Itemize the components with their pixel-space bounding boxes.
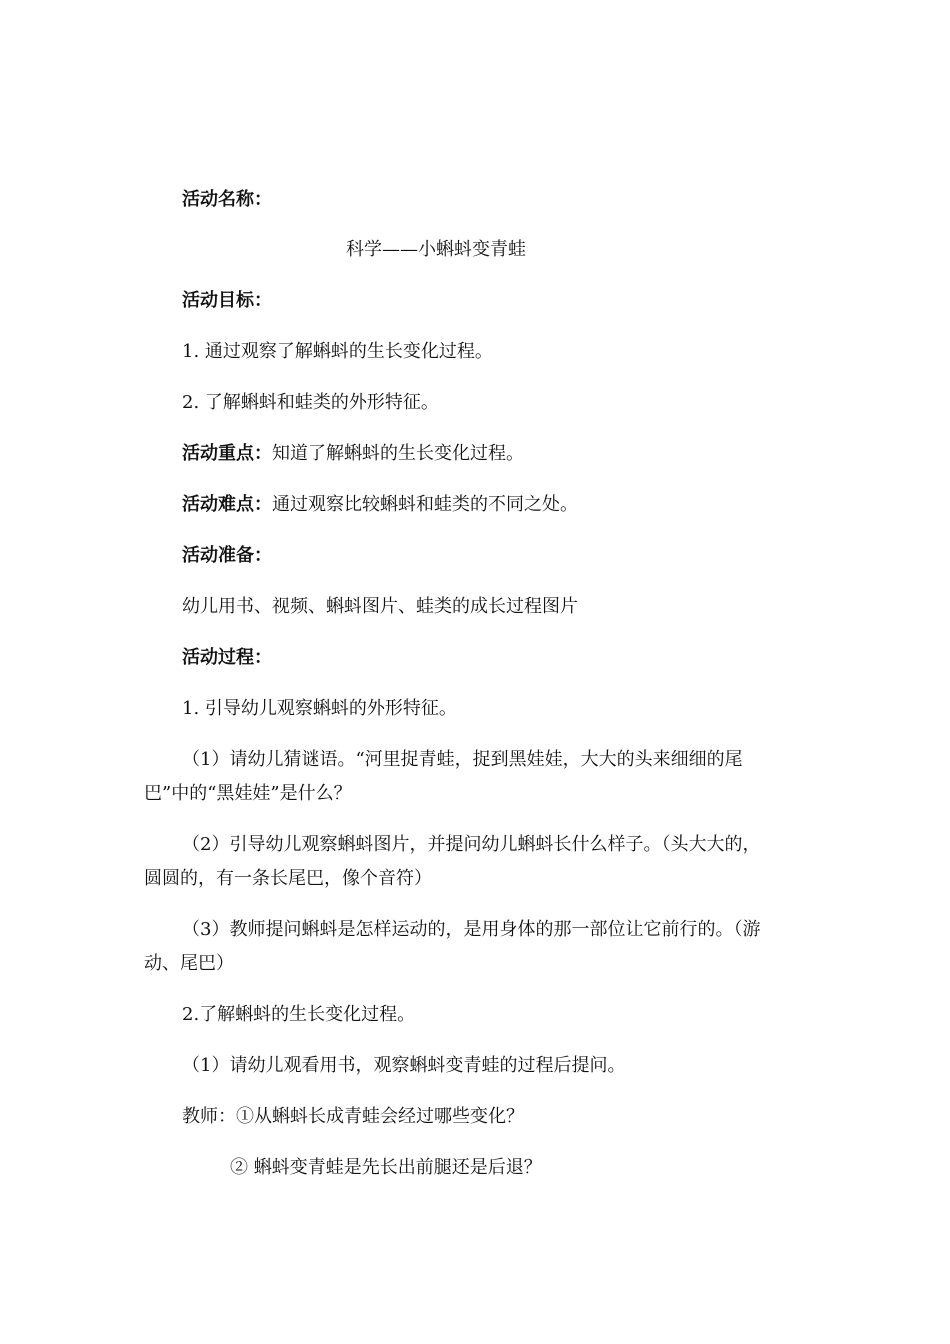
step1-item2-line1: （2）引导幼儿观察蝌蚪图片，并提问幼儿蝌蚪长什么样子。（头大大的， <box>182 834 761 855</box>
step2-item1: （1）请幼儿观看用书，观察蝌蚪变青蛙的过程后提问。 <box>182 1055 626 1076</box>
step1-item1-line1: （1）请幼儿猜谜语。“河里捉青蛙，捉到黑娃娃，大大的头来细细的尾 <box>182 749 743 770</box>
activity-name-label: 活动名称： <box>182 189 272 210</box>
activity-title: 科学——小蝌蚪变青蛙 <box>346 239 526 260</box>
goal-item-1: 1. 通过观察了解蝌蚪的生长变化过程。 <box>182 341 493 362</box>
key-point-paragraph <box>182 442 524 466</box>
key-point-label: 活动重点： <box>182 443 272 464</box>
step1-item3-line2: 动、尾巴） <box>144 953 234 974</box>
goals-label: 活动目标： <box>182 290 272 311</box>
process-label: 活动过程： <box>182 647 272 668</box>
preparation-text: 幼儿用书、视频、蝌蚪图片、蛙类的成长过程图片 <box>182 596 578 617</box>
teacher-question-2: ② 蝌蚪变青蛙是先长出前腿还是后退？ <box>230 1157 542 1178</box>
step1-item1-line2: 巴”中的“黑娃娃”是什么？ <box>144 783 352 804</box>
difficulty-paragraph <box>182 493 578 517</box>
step2-title: 2.了解蝌蚪的生长变化过程。 <box>182 1004 416 1025</box>
teacher-question-1: 教师：①从蝌蚪长成青蛙会经过哪些变化？ <box>182 1106 524 1127</box>
key-point-text: 知道了解蝌蚪的生长变化过程。 <box>272 443 524 464</box>
step1-item2-line2: 圆圆的，有一条长尾巴，像个音符） <box>144 868 432 889</box>
difficulty-label: 活动难点： <box>182 494 272 515</box>
goal-item-2: 2. 了解蝌蚪和蛙类的外形特征。 <box>182 392 439 413</box>
step1-title: 1. 引导幼儿观察蝌蚪的外形特征。 <box>182 698 457 719</box>
preparation-label: 活动准备： <box>182 545 272 566</box>
difficulty-text: 通过观察比较蝌蚪和蛙类的不同之处。 <box>272 494 578 515</box>
step1-item3-line1: （3）教师提问蝌蚪是怎样运动的，是用身体的那一部位让它前行的。（游 <box>182 919 761 940</box>
